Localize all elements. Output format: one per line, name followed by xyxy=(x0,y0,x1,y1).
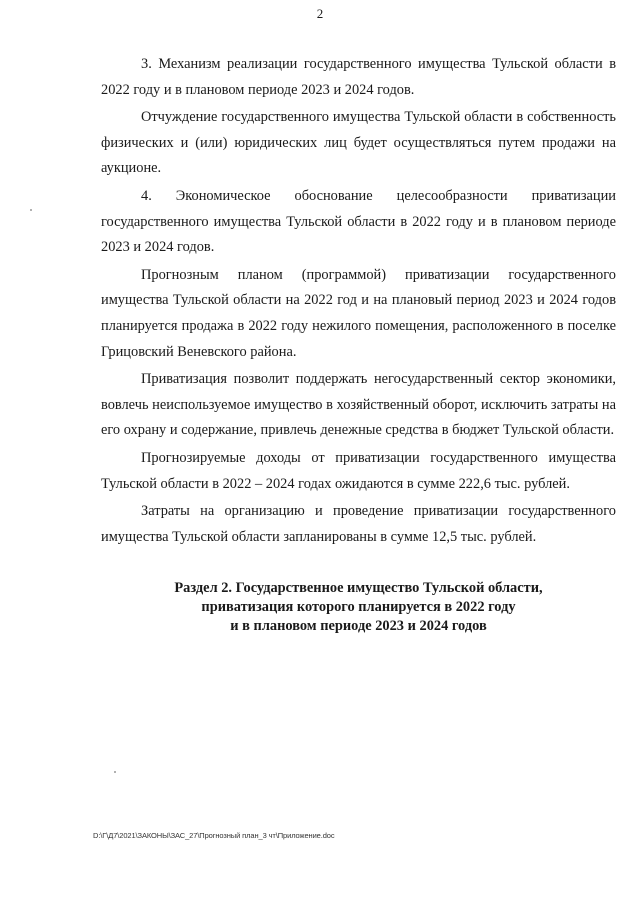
footer-file-path: D:\Г\Д7\2021\ЗАКОНЫ\ЗАС_27\Прогнозный план_3 чт\Приложение.doc xyxy=(93,831,335,840)
section-heading-line: приватизация которого планируется в 2022 году xyxy=(201,599,516,615)
scan-speck xyxy=(30,209,32,211)
paragraph-forecast-plan: Прогнозным планом (программой) приватизации государственного имущества Тульской области на 2022 год и на плановый период 2023 и 2024 годов планируется продажа в 2022 году нежилого помещения, расположенного в поселке Грицовский Веневского района. xyxy=(101,266,616,360)
document-body xyxy=(101,52,616,550)
paragraph-costs: Затраты на организацию и проведение приватизации государственного имущества Тульской области запланированы в сумме 12,5 тыс. рублей. xyxy=(101,503,616,545)
page-number: 2 xyxy=(316,6,324,21)
section-heading-line: и в плановом периоде 2023 и 2024 годов xyxy=(230,618,487,634)
paragraph-mechanism-heading: 3. Механизм реализации государственного имущества Тульской области в 2022 году и в плановом периоде 2023 и 2024 годов. xyxy=(101,56,616,98)
scan-speck xyxy=(114,771,116,773)
paragraph-forecast-income: Прогнозируемые доходы от приватизации государственного имущества Тульской области в 2022 – 2024 годах ожидаются в сумме 222,6 тыс. рублей. xyxy=(101,449,616,492)
paragraph-alienation: Отчуждение государственного имущества Тульской области в собственность физических и (или) юридических лиц будет осуществляться путем продажи на аукционе. xyxy=(101,109,616,177)
paragraph-economic-heading: 4. Экономическое обоснование целесообразности приватизации государственного имущества Тульской области в 2022 году и в плановом периоде 2023 и 2024 годов. xyxy=(101,187,616,256)
paragraph-privatization-benefits: Приватизация позволит поддержать негосударственный сектор экономики, вовлечь неиспользуемое имущество в хозяйственный оборот, исключить затраты на его охрану и содержание, привлечь денежные средства в бюджет Тульской области. xyxy=(101,371,616,439)
section-heading-line: Раздел 2. Государственное имущество Тульской области, xyxy=(174,580,543,596)
section-heading xyxy=(101,579,616,636)
